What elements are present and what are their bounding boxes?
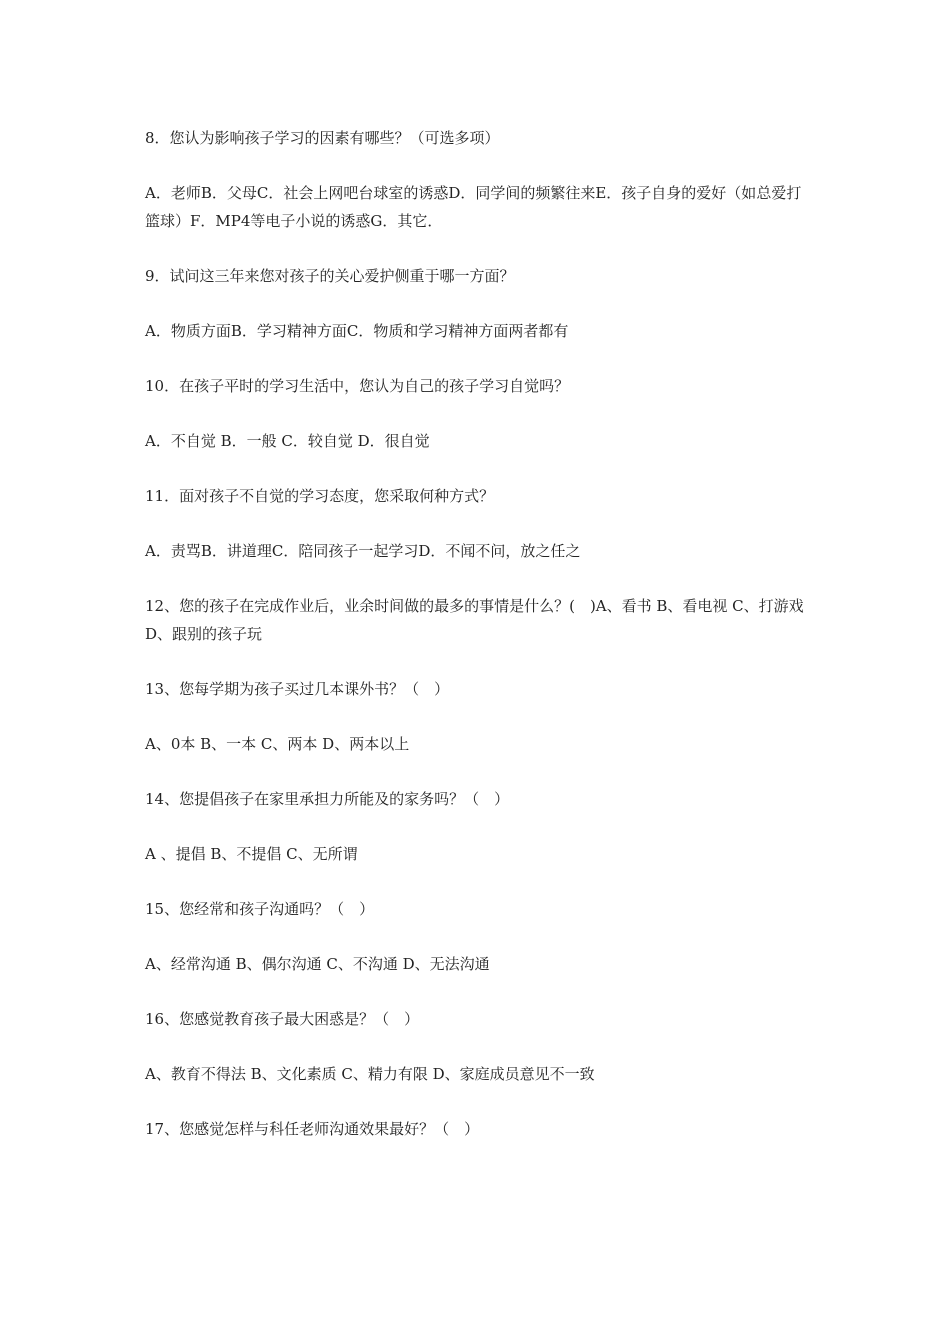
question-15: 15、您经常和孩子沟通吗？（ ） bbox=[145, 900, 375, 918]
question-16: 16、您感觉教育孩子最大困惑是？（ ） bbox=[145, 1010, 420, 1028]
question-13: 13、您每学期为孩子买过几本课外书？（ ） bbox=[145, 680, 450, 698]
answer-10-options: A．不自觉 B．一般 C．较自觉 D．很自觉 bbox=[145, 432, 430, 450]
question-11: 11．面对孩子不自觉的学习态度，您采取何种方式？ bbox=[145, 487, 495, 505]
answer-13-options: A、0本 B、一本 C、两本 D、两本以上 bbox=[145, 735, 410, 753]
question-10: 10．在孩子平时的学习生活中，您认为自己的孩子学习自觉吗？ bbox=[145, 377, 570, 395]
answer-16-options: A、教育不得法 B、文化素质 C、精力有限 D、家庭成员意见不一致 bbox=[145, 1065, 595, 1083]
question-12: 12、您的孩子在完成作业后，业余时间做的最多的事情是什么？( )A、看书 B、看电视 C、打游戏D、跟别的孩子玩 bbox=[145, 597, 804, 643]
answer-15-options: A、经常沟通 B、偶尔沟通 C、不沟通 D、无法沟通 bbox=[145, 955, 490, 973]
answer-14-options: A 、提倡 B、不提倡 C、无所谓 bbox=[145, 845, 358, 863]
question-9: 9．试问这三年来您对孩子的关心爱护侧重于哪一方面？ bbox=[145, 267, 515, 285]
questionnaire-body bbox=[145, 124, 815, 1143]
question-17: 17、您感觉怎样与科任老师沟通效果最好？（ ） bbox=[145, 1120, 480, 1138]
answer-9-options: A．物质方面B．学习精神方面C．物质和学习精神方面两者都有 bbox=[145, 322, 569, 340]
answer-8-options: A．老师B．父母C．社会上网吧台球室的诱惑D．同学间的频繁往来E．孩子自身的爱好（如总爱打篮球）F．MP4等电子小说的诱惑G．其它． bbox=[145, 184, 802, 230]
question-14: 14、您提倡孩子在家里承担力所能及的家务吗？（ ） bbox=[145, 790, 510, 808]
answer-11-options: A．责骂B．讲道理C．陪同孩子一起学习D．不闻不问，放之任之 bbox=[145, 542, 581, 560]
question-8: 8．您认为影响孩子学习的因素有哪些？（可选多项） bbox=[145, 129, 500, 147]
